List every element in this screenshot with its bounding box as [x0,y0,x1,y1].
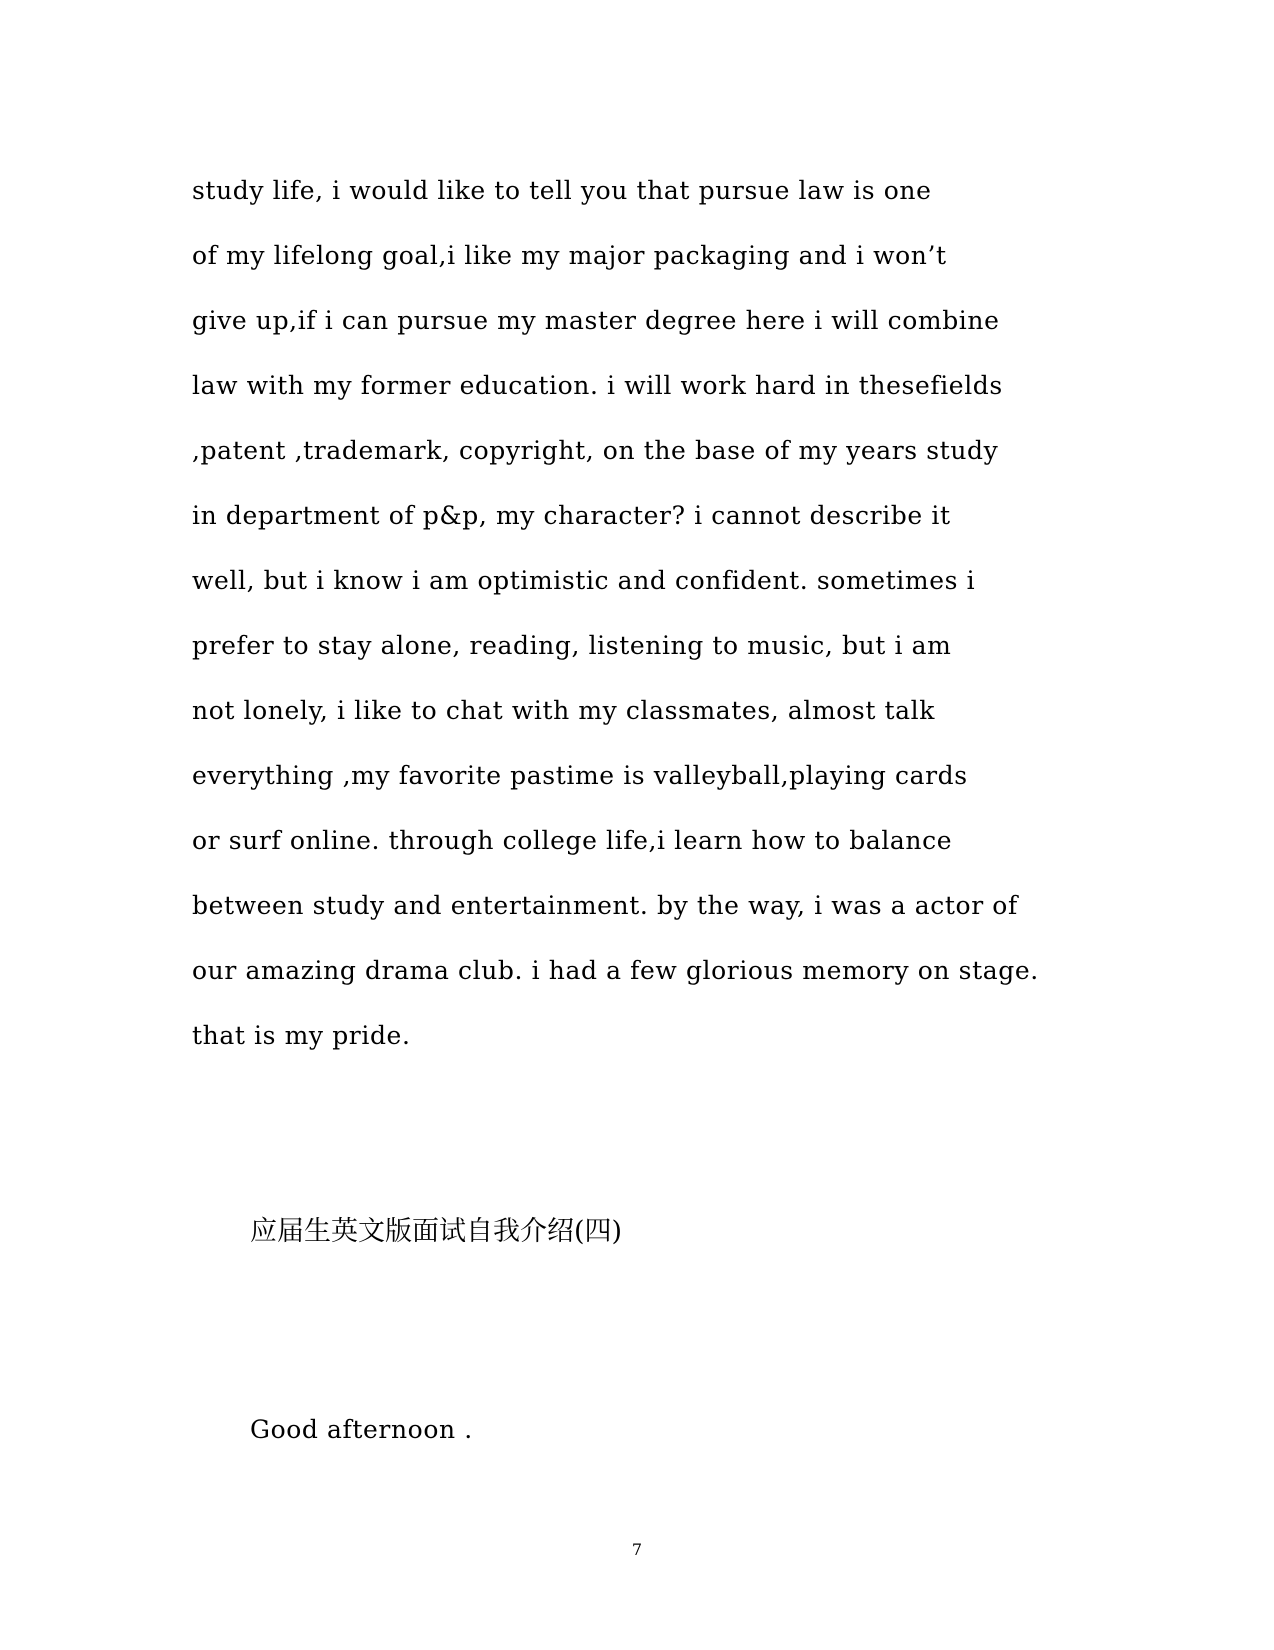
body-line: our amazing drama club. i had a few glorious memory on stage. [192,956,1039,985]
body-line: ,patent ,trademark, copyright, on the base of my years study [192,436,999,465]
section-heading: 应届生英文版面试自我介绍(四) [250,1216,623,1247]
greeting-line: Good afternoon . [250,1415,473,1444]
body-line: of my lifelong goal,i like my major packaging and i won’t [192,241,947,270]
body-line: that is my pride. [192,1021,411,1050]
page-number: 7 [631,1540,643,1559]
body-line: prefer to stay alone, reading, listening to music, but i am [192,631,952,660]
body-line: well, but i know i am optimistic and confident. sometimes i [192,566,976,595]
body-line: in department of p&p, my character? i cannot describe it [192,501,951,530]
body-line: everything ,my favorite pastime is valleyball,playing cards [192,761,968,790]
body-line: between study and entertainment. by the way, i was a actor of [192,891,1018,920]
body-line: give up,if i can pursue my master degree here i will combine [192,306,1000,335]
body-line: study life, i would like to tell you that pursue law is one [192,176,932,205]
body-line: not lonely, i like to chat with my classmates, almost talk [192,696,936,725]
body-line: law with my former education. i will work hard in thesefields [192,371,1003,400]
body-line: or surf online. through college life,i learn how to balance [192,826,953,855]
body-paragraph [192,170,1039,1080]
